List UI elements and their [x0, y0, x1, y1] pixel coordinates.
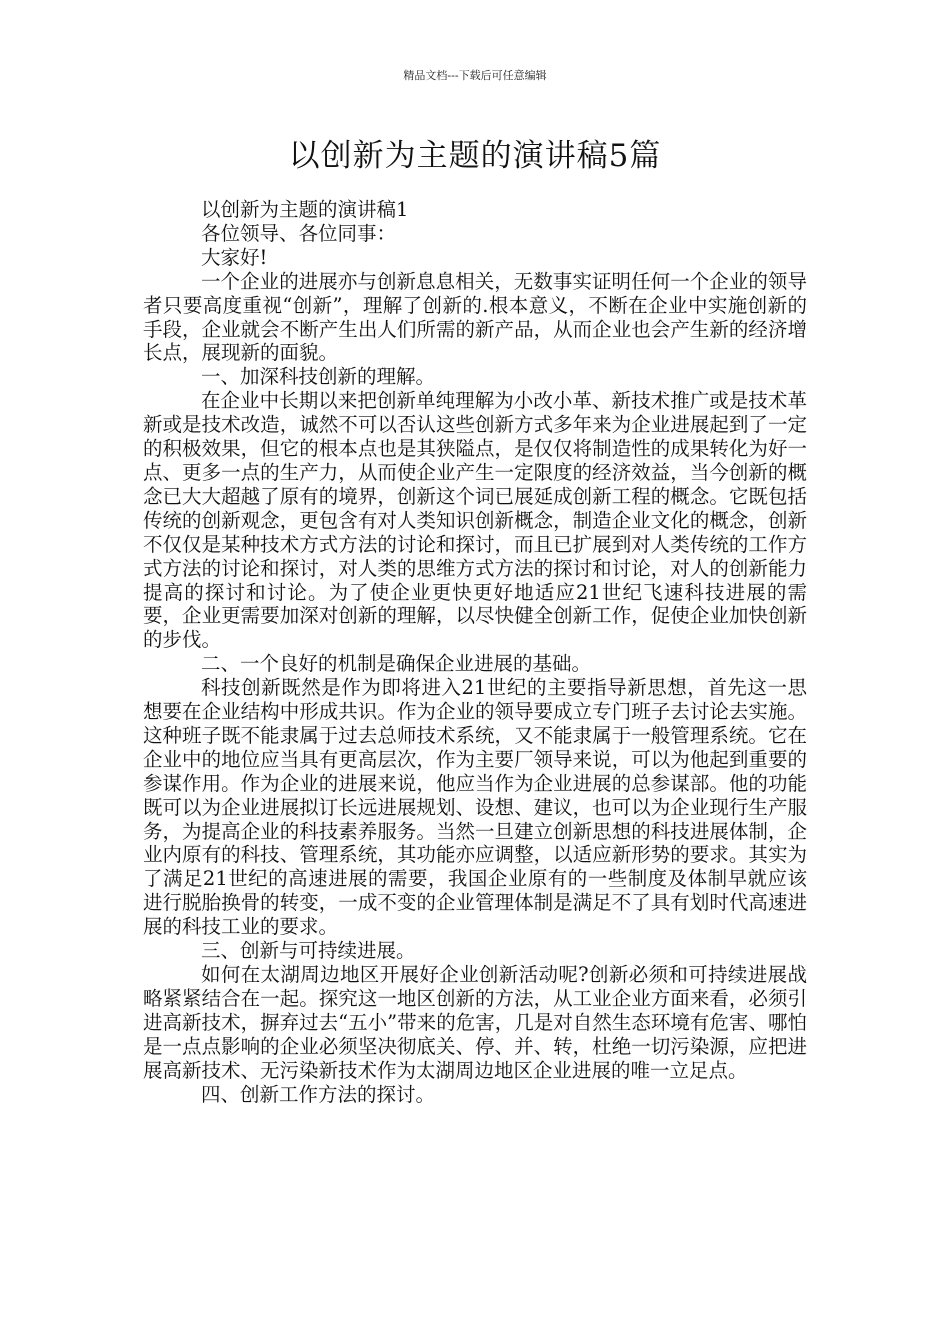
greeting: 大家好! [201, 245, 268, 269]
heading-1: 一、加深科技创新的理解。 [201, 365, 436, 389]
section-title: 以创新为主题的演讲稿1 [201, 198, 409, 221]
heading-3: 三、创新与可持续进展。 [201, 939, 416, 963]
header-note: 精品文档---下载后可任意编辑 [403, 69, 547, 82]
salutation: 各位领导、各位同事： [201, 221, 397, 245]
heading-4: 四、创新工作方法的探讨。 [201, 1082, 436, 1106]
paragraph-3: 科技创新既然是作为即将进入21世纪的主要指导新思想，首先这一思想要在企业结构中形成共识。作为企业的领导要成立专门班子去讨论去实施。这种班子既不能隶属于过去总师技术系统，又不能隶属于一般管理系统。它在企业中的地位应当具有更高层次，作为主要厂领导来说，可以为他起到重要的参谋作用。作为企业的进展来说，他应当作为企业进展的总参谋部。他的功能既可以为企业进展拟订长远进展规划、设想、建议，也可以为企业现行生产服务，为提高企业的科技素养服务。当然一旦建立创新思想的科技进展体制，企业内原有的科技、管理系统，其功能亦应调整，以适应新形势的要求。其实为了满足21世纪的高速进展的需要，我国企业原有的一些制度及体制早就应该进行脱胎换骨的转变，一成不变的企业管理体制是满足不了具有划时代高速进展的科技工业的要求。 [143, 676, 807, 939]
paragraph-4: 如何在太湖周边地区开展好企业创新活动呢?创新必须和可持续进展战略紧紧结合在一起。探究这一地区创新的方法，从工业企业方面来看，必须引进高新技术，摒弃过去“五小”带来的危害，几是对自然生态环境有危害、哪怕是一点点影响的企业必须坚决彻底关、停、并、转，杜绝一切污染源，应把进展高新技术、无污染新技术作为太湖周边地区企业进展的唯一立足点。 [143, 963, 807, 1082]
paragraph-2: 在企业中长期以来把创新单纯理解为小改小革、新技术推广或是技术革新或是技术改造，诚然不可以否认这些创新方式多年来为企业进展起到了一定的积极效果，但它的根本点也是其狭隘点，是仅仅将制造性的成果转化为好一点、更多一点的生产力，从而使企业产生一定限度的经济效益，当今创新的概念已大大超越了原有的境界，创新这个词已展延成创新工程的概念。它既包括传统的创新观念，更包含有对人类知识创新概念，制造企业文化的概念，创新不仅仅是某种技术方式方法的讨论和探讨，而且已扩展到对人类传统的工作方式方法的讨论和探讨，对人类的思维方式方法的探讨和讨论，对人的创新能力提高的探讨和讨论。为了使企业更快更好地适应21世纪飞速科技进展的需要，企业更需要加深对创新的理解，以尽快健全创新工作，促使企业加快创新的步伐。 [143, 389, 807, 652]
heading-2: 二、一个良好的机制是确保企业进展的基础。 [201, 652, 592, 676]
paragraph-intro: 一个企业的进展亦与创新息息相关，无数事实证明任何一个企业的领导者只要高度重视“创新”，理解了创新的.根本意义，不断在企业中实施创新的手段，企业就会不断产生出人们所需的新产品，从而企业也会产生新的经济增长点，展现新的面貌。 [143, 269, 807, 365]
document-title: 以创新为主题的演讲稿5篇 [288, 138, 662, 174]
document-body [143, 198, 807, 1106]
